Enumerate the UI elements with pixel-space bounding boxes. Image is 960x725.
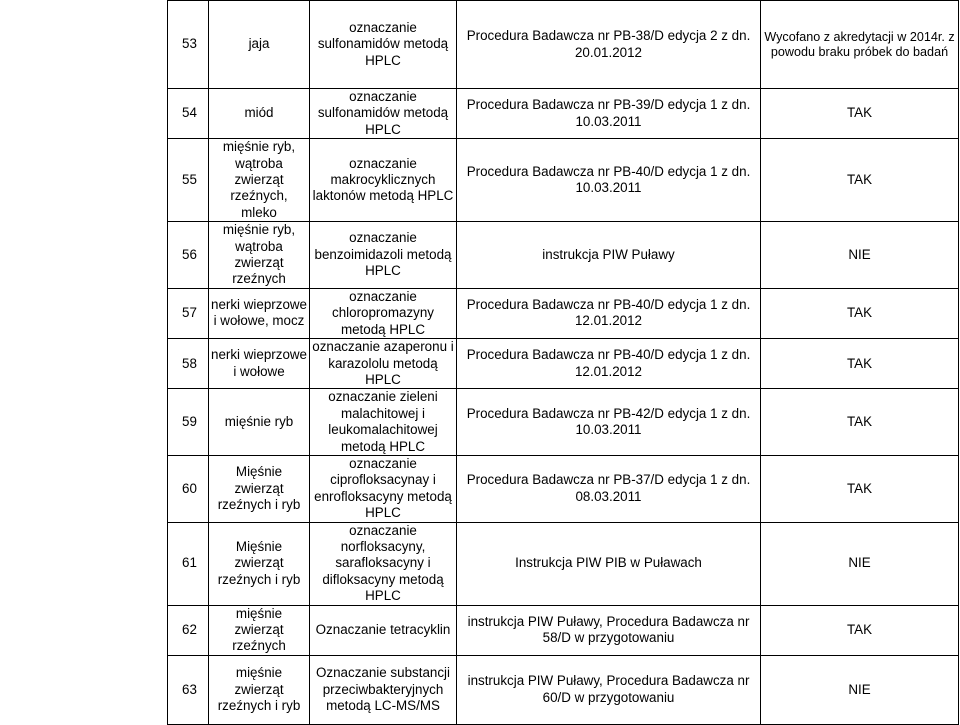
table-row xyxy=(168,288,959,338)
table-row xyxy=(168,605,959,655)
row-method: oznaczanie sulfonamidów metodą HPLC xyxy=(310,1,457,89)
table-row xyxy=(168,339,959,389)
row-number: 53 xyxy=(168,1,209,89)
row-method: oznaczanie benzoimidazoli metodą HPLC xyxy=(310,222,457,289)
row-procedure: Procedura Badawcza nr PB-40/D edycja 1 z dn. 12.01.2012 xyxy=(457,288,761,338)
row-matrix: nerki wieprzowe i wołowe, mocz xyxy=(209,288,310,338)
table-row xyxy=(168,89,959,139)
row-number: 59 xyxy=(168,389,209,456)
row-accredited: NIE xyxy=(761,655,959,724)
row-procedure: instrukcja PIW Puławy, Procedura Badawcza nr 60/D w przygotowaniu xyxy=(457,655,761,724)
row-procedure: Procedura Badawcza nr PB-40/D edycja 1 z dn. 10.03.2011 xyxy=(457,139,761,222)
row-number: 57 xyxy=(168,288,209,338)
row-accredited: TAK xyxy=(761,605,959,655)
row-number: 54 xyxy=(168,89,209,139)
row-method: oznaczanie azaperonu i karazololu metodą HPLC xyxy=(310,339,457,389)
row-matrix: mięśnie ryb, wątroba zwierząt rzeźnych xyxy=(209,222,310,289)
row-number: 61 xyxy=(168,522,209,605)
row-method: oznaczanie ciprofloksacynay i enrofloksacyny metodą HPLC xyxy=(310,455,457,522)
row-accredited: TAK xyxy=(761,455,959,522)
row-matrix: miód xyxy=(209,89,310,139)
row-accredited: TAK xyxy=(761,339,959,389)
row-procedure: Procedura Badawcza nr PB-42/D edycja 1 z dn. 10.03.2011 xyxy=(457,389,761,456)
row-accredited: NIE xyxy=(761,522,959,605)
row-matrix: jaja xyxy=(209,1,310,89)
table-row xyxy=(168,522,959,605)
row-procedure: Procedura Badawcza nr PB-39/D edycja 1 z dn. 10.03.2011 xyxy=(457,89,761,139)
row-accredited: Wycofano z akredytacji w 2014r. z powodu braku próbek do badań xyxy=(761,1,959,89)
row-accredited: NIE xyxy=(761,222,959,289)
row-number: 56 xyxy=(168,222,209,289)
row-matrix: mięśnie zwierząt rzeźnych xyxy=(209,605,310,655)
row-method: oznaczanie sulfonamidów metodą HPLC xyxy=(310,89,457,139)
row-matrix: Mięśnie zwierząt rzeźnych i ryb xyxy=(209,455,310,522)
row-procedure: instrukcja PIW Puławy, Procedura Badawcza nr 58/D w przygotowaniu xyxy=(457,605,761,655)
row-number: 55 xyxy=(168,139,209,222)
table-row xyxy=(168,655,959,724)
row-number: 60 xyxy=(168,455,209,522)
row-method: Oznaczanie tetracyklin xyxy=(310,605,457,655)
research-methods-table xyxy=(167,0,959,725)
row-procedure: Procedura Badawcza nr PB-40/D edycja 1 z dn. 12.01.2012 xyxy=(457,339,761,389)
row-method: oznaczanie norfloksacyny, sarafloksacyny i difloksacyny metodą HPLC xyxy=(310,522,457,605)
row-method: oznaczanie makrocyklicznych laktonów metodą HPLC xyxy=(310,139,457,222)
row-number: 63 xyxy=(168,655,209,724)
table-row xyxy=(168,455,959,522)
row-accredited: TAK xyxy=(761,288,959,338)
row-procedure: instrukcja PIW Puławy xyxy=(457,222,761,289)
table-row xyxy=(168,389,959,456)
row-procedure: Procedura Badawcza nr PB-38/D edycja 2 z dn. 20.01.2012 xyxy=(457,1,761,89)
row-accredited: TAK xyxy=(761,389,959,456)
row-method: oznaczanie zieleni malachitowej i leukomalachitowej metodą HPLC xyxy=(310,389,457,456)
row-method: oznaczanie chloropromazyny metodą HPLC xyxy=(310,288,457,338)
row-procedure: Procedura Badawcza nr PB-37/D edycja 1 z dn. 08.03.2011 xyxy=(457,455,761,522)
table-row xyxy=(168,139,959,222)
row-matrix: nerki wieprzowe i wołowe xyxy=(209,339,310,389)
table-row xyxy=(168,222,959,289)
row-method: Oznaczanie substancji przeciwbakteryjnych metodą LC-MS/MS xyxy=(310,655,457,724)
table-row xyxy=(168,1,959,89)
row-number: 58 xyxy=(168,339,209,389)
row-matrix: mięśnie ryb xyxy=(209,389,310,456)
row-matrix: Mięśnie zwierząt rzeźnych i ryb xyxy=(209,522,310,605)
row-procedure: Instrukcja PIW PIB w Puławach xyxy=(457,522,761,605)
row-accredited: TAK xyxy=(761,139,959,222)
row-accredited: TAK xyxy=(761,89,959,139)
row-number: 62 xyxy=(168,605,209,655)
row-matrix: mięśnie ryb, wątroba zwierząt rzeźnych, mleko xyxy=(209,139,310,222)
row-matrix: mięśnie zwierząt rzeźnych i ryb xyxy=(209,655,310,724)
